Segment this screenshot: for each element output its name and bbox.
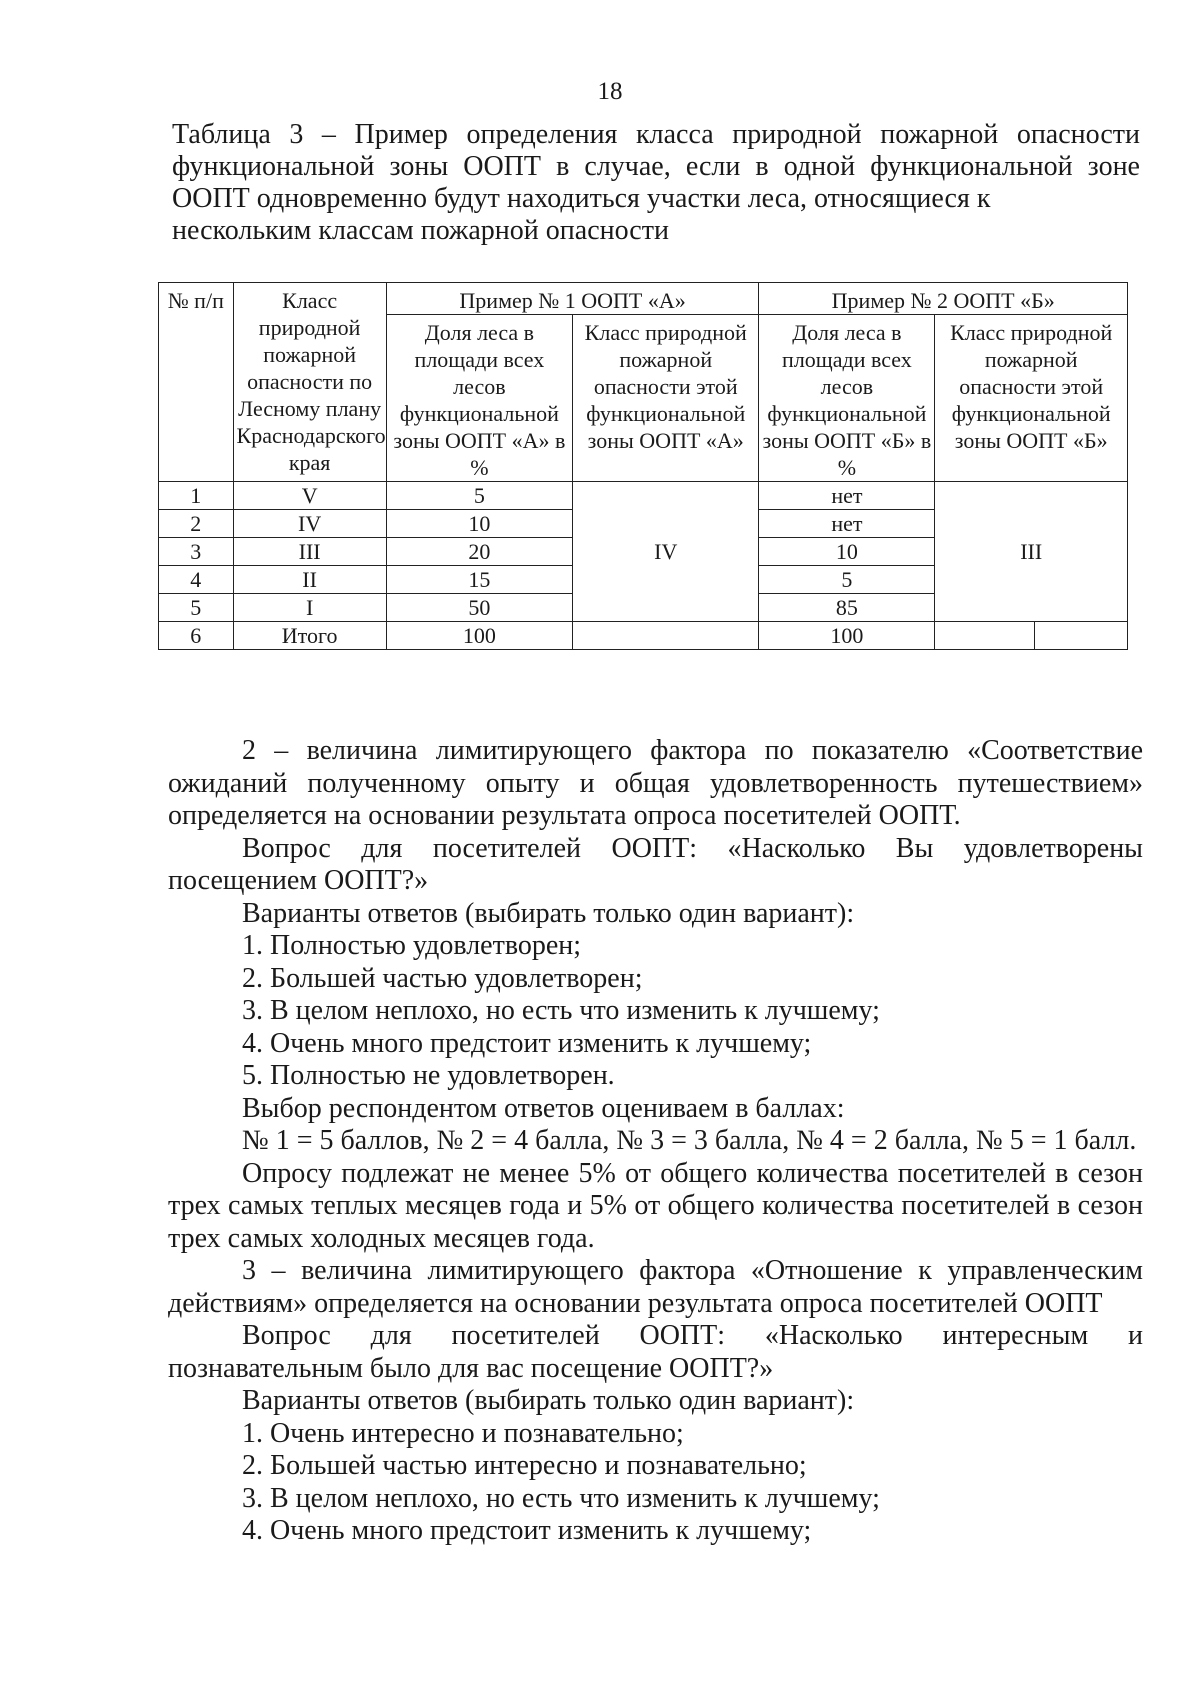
table-caption [172, 119, 1140, 247]
cell-num: 4 [159, 566, 234, 594]
cell-num: 6 [159, 622, 234, 650]
cell-class: Итого [233, 622, 386, 650]
fire-class-table [158, 282, 1128, 650]
header-share-a: Доля леса в площади всех лесов функциональной зоны ООПТ «А» в % [386, 315, 572, 482]
cell-share-b: 85 [759, 594, 935, 622]
cell-empty-class-b [935, 622, 1034, 650]
cell-class: III [233, 538, 386, 566]
caption-line-2: нескольким классам пожарной опасности [172, 215, 669, 246]
cell-class: V [233, 482, 386, 510]
list-item: 2. Большей частью удовлетворен; [242, 962, 643, 994]
paragraph-scoring: № 1 = 5 баллов, № 2 = 4 балла, № 3 = 3 балла, № 4 = 2 балла, № 5 = 1 балл. [242, 1125, 1137, 1156]
header-class: Класс природной пожарной опасности по Лесному плану Краснодарского края [233, 283, 386, 482]
header-class-a: Класс природной пожарной опасности этой функциональной зоны ООПТ «А» [573, 315, 759, 482]
list-item: 2. Большей частью интересно и познавательно; [242, 1450, 807, 1481]
list-item: 3. В целом неплохо, но есть что изменить к лучшему; [242, 995, 880, 1026]
cell-share-a: 15 [386, 566, 572, 594]
paragraph-variants-1: Варианты ответов (выбирать только один вариант): [242, 897, 855, 929]
cell-share-a: 10 [386, 510, 572, 538]
list-item: 5. Полностью не удовлетворен. [242, 1060, 615, 1091]
cell-num: 3 [159, 538, 234, 566]
paragraph-survey-volume: Опросу подлежат не менее 5% от общего количества посетителей в сезон трех самых теплых месяцев года и 5% от общего количества посетителей в сезон трех самых холодных месяцев года. [168, 1157, 1143, 1254]
cell-share-a: 50 [386, 594, 572, 622]
list-item: 4. Очень много предстоит изменить к лучшему; [242, 1027, 812, 1059]
cell-share-b: 10 [759, 538, 935, 566]
list-item: 3. В целом неплохо, но есть что изменить к лучшему; [242, 1482, 880, 1514]
list-item: 1. Очень интересно и познавательно; [242, 1417, 684, 1449]
paragraph-question-2: Вопрос для посетителей ООПТ: «Насколько интересным и познавательным было для вас посещение ООПТ?» [168, 1320, 1143, 1384]
header-example-1: Пример № 1 ООПТ «А» [386, 283, 759, 315]
cell-empty-class-a [573, 622, 759, 650]
paragraph-variants-2: Варианты ответов (выбирать только один вариант): [242, 1385, 855, 1416]
cell-class: I [233, 594, 386, 622]
header-num: № п/п [159, 283, 234, 482]
cell-share-b: 5 [759, 566, 935, 594]
cell-share-b: нет [759, 482, 935, 510]
cell-merged-class-b: III [935, 482, 1128, 622]
paragraph-question-1: Вопрос для посетителей ООПТ: «Насколько Вы удовлетворены посещением ООПТ?» [168, 832, 1143, 896]
list-item: 1. Полностью удовлетворен; [242, 930, 582, 961]
paragraph-factor-2: 2 – величина лимитирующего фактора по показателю «Соответствие ожиданий полученному опыту и общая удовлетворенность путешествием» определяется на основании результата опроса посетителей ООПТ. [168, 735, 1143, 831]
cell-merged-class-a: IV [573, 482, 759, 622]
table-row-total [159, 622, 1128, 650]
body-text [168, 735, 1143, 1548]
cell-share-b: 100 [759, 622, 935, 650]
cell-class: II [233, 566, 386, 594]
cell-num: 5 [159, 594, 234, 622]
cell-share-b: нет [759, 510, 935, 538]
paragraph-factor-3: 3 – величина лимитирующего фактора «Отношение к управленческим действиям» определяется на основании результата опроса посетителей ООПТ [168, 1255, 1143, 1319]
caption-line-1: Таблица 3 – Пример определения класса природной пожарной опасности функциональной зоны ООПТ в случае, если в одной функциональной зоне ООПТ одновременно будут находиться участки леса, относящиеся к [172, 119, 1140, 214]
cell-num: 2 [159, 510, 234, 538]
list-item: 4. Очень много предстоит изменить к лучшему; [242, 1515, 812, 1546]
paragraph-scoring-intro: Выбор респондентом ответов оцениваем в баллах: [242, 1092, 845, 1124]
cell-share-a: 5 [386, 482, 572, 510]
cell-share-a: 100 [386, 622, 572, 650]
header-share-b: Доля леса в площади всех лесов функциональной зоны ООПТ «Б» в % [759, 315, 935, 482]
page-number: 18 [597, 78, 623, 105]
cell-class: IV [233, 510, 386, 538]
cell-share-a: 20 [386, 538, 572, 566]
cell-empty-extra [1034, 622, 1127, 650]
header-example-2: Пример № 2 ООПТ «Б» [759, 283, 1128, 315]
cell-num: 1 [159, 482, 234, 510]
header-class-b: Класс природной пожарной опасности этой функциональной зоны ООПТ «Б» [935, 315, 1128, 482]
table-row [159, 482, 1128, 510]
